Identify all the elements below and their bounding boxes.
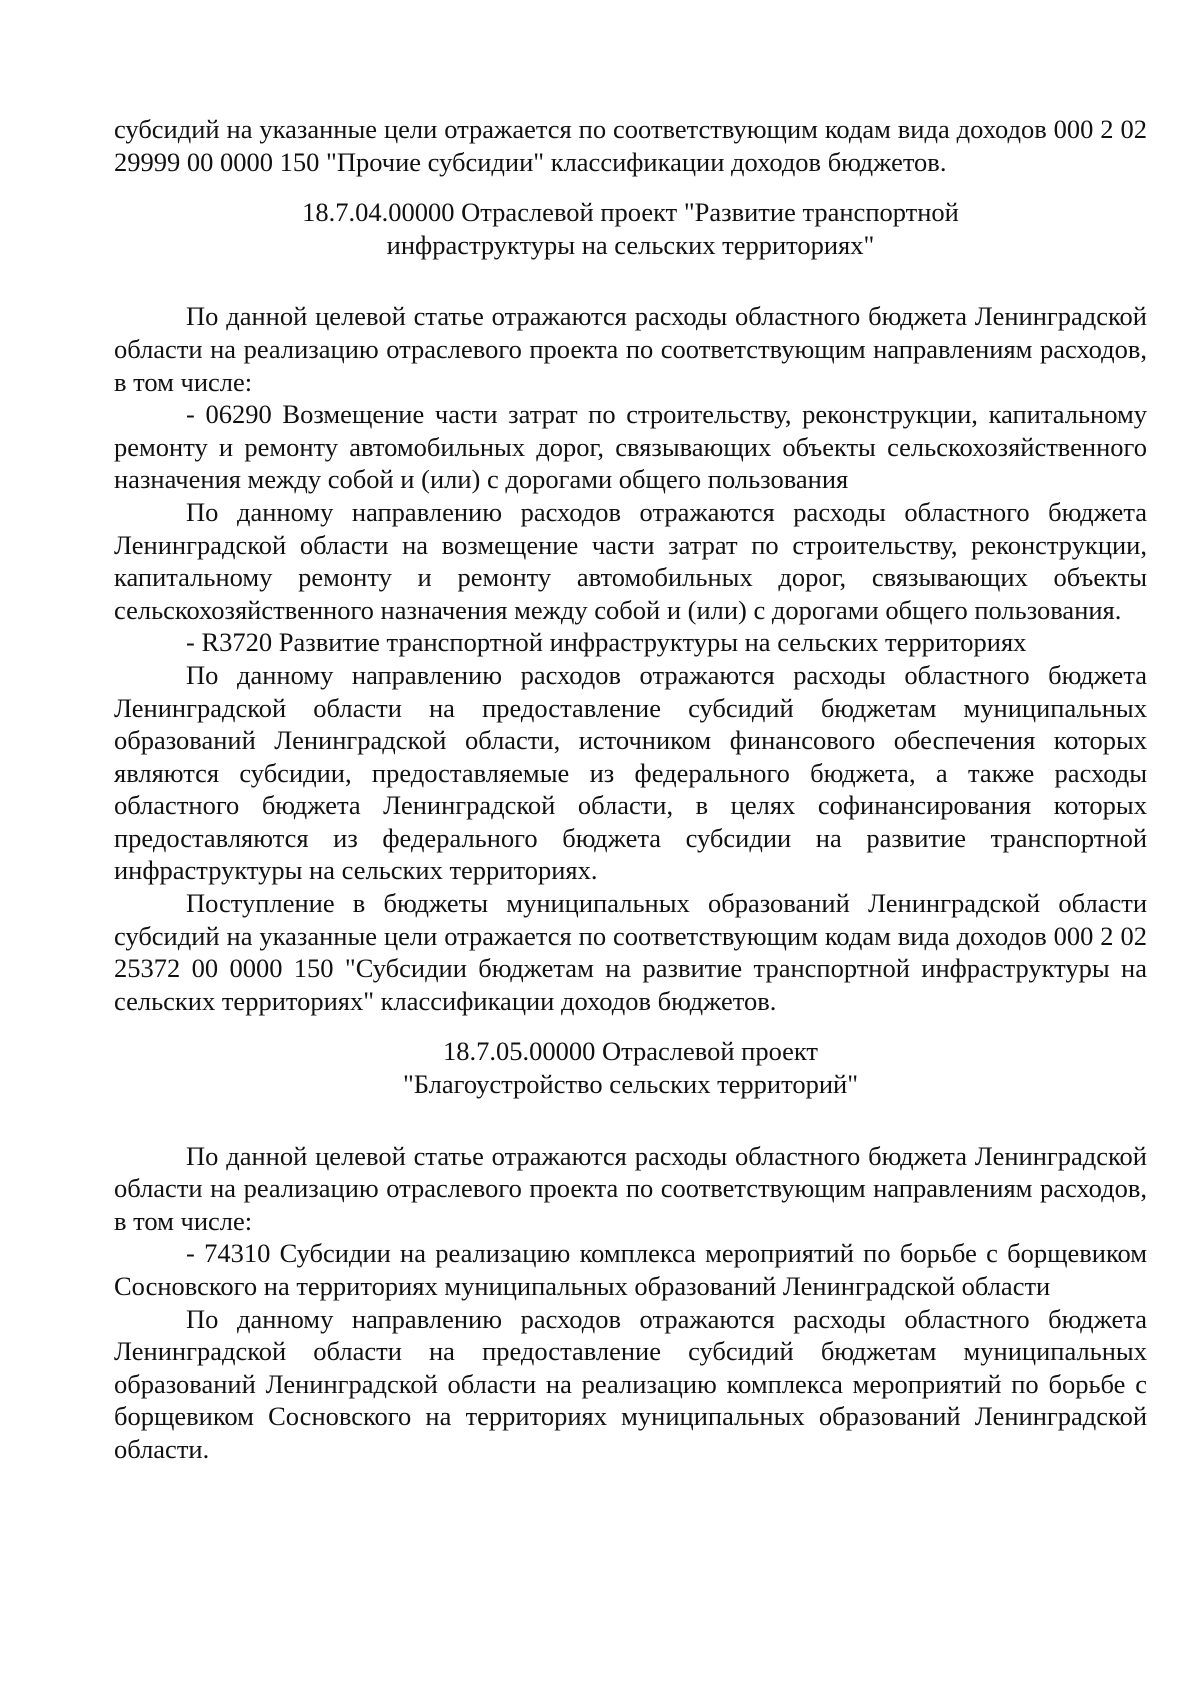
intro-paragraph: субсидий на указанные цели отражается по соответствующим кодам вида доходов 000 2 02 29999 00 0000 150 "Прочие субсидии" классификации доходов бюджетов. <box>114 114 1147 177</box>
section-heading-line: инфраструктуры на сельских территориях" <box>386 229 875 260</box>
body-paragraph: По данному направлению расходов отражаются расходы областного бюджета Ленинградской области на предоставление субсидий бюджетам муниципальных образований Ленинградской области на реализацию комплекса мероприятий по борьбе с борщевиком Сосновского на территориях муниципальных образований Ленинградской области. <box>114 1303 1147 1464</box>
section-heading-line: 18.7.05.00000 Отраслевой проект <box>442 1036 819 1067</box>
spacer <box>114 178 1147 196</box>
section-heading-line: 18.7.04.00000 Отраслевой проект "Развитие транспортной <box>302 197 959 228</box>
section-body-18-7-05 <box>114 1140 1147 1466</box>
expense-item-r3720: - R3720 Развитие транспортной инфраструктуры на сельских территориях <box>186 627 1027 658</box>
body-paragraph: Поступление в бюджеты муниципальных образований Ленинградской области субсидий на указанные цели отражается по соответствующим кодам вида доходов 000 2 02 25372 00 0000 150 "Субсидии бюджетам на развитие транспортной инфраструктуры на сельских территориях" классификации доходов бюджетов. <box>114 888 1147 1016</box>
body-paragraph: По данной целевой статье отражаются расходы областного бюджета Ленинградской области на реализацию отраслевого проекта по соответствующим направлениям расходов, в том числе: <box>114 301 1147 397</box>
body-paragraph: По данному направлению расходов отражаются расходы областного бюджета Ленинградской области на возмещение части затрат по строительству, реконструкции, капитальному ремонту и ремонту автомобильных дорог, связывающих объекты сельскохозяйственного назначения между собой и (или) с дорогами общего пользования. <box>114 496 1147 625</box>
body-paragraph: По данной целевой статье отражаются расходы областного бюджета Ленинградской области на реализацию отраслевого проекта по соответствующим направлениям расходов, в том числе: <box>114 1140 1147 1236</box>
body-paragraph: По данному направлению расходов отражаются расходы областного бюджета Ленинградской области на предоставление субсидий бюджетам муниципальных образований Ленинградской области, источником финансового обеспечения которых являются субсидии, предоставляемые из федерального бюджета, а также расходы областного бюджета Ленинградской области, в целях софинансирования которых предоставляются из федерального бюджета субсидии на развитие транспортной инфраструктуры на сельских территориях. <box>114 659 1147 886</box>
spacer <box>114 1101 1147 1140</box>
section-heading-18-7-04 <box>114 196 1147 261</box>
section-body-18-7-04 <box>114 300 1147 1017</box>
spacer <box>114 1017 1147 1035</box>
expense-item-74310: - 74310 Субсидии на реализацию комплекса мероприятий по борьбе с борщевиком Сосновского на территориях муниципальных образований Ленинградской области <box>114 1238 1147 1301</box>
section-heading-18-7-05 <box>114 1035 1147 1100</box>
expense-item-06290: - 06290 Возмещение части затрат по строительству, реконструкции, капитальному ремонту и ремонту автомобильных дорог, связывающих объекты сельскохозяйственного назначения между собой и (или) с дорогами общего пользования <box>114 399 1147 495</box>
spacer <box>114 261 1147 300</box>
section-heading-line: "Благоустройство сельских территорий" <box>402 1069 859 1100</box>
document-page <box>114 113 1147 1466</box>
